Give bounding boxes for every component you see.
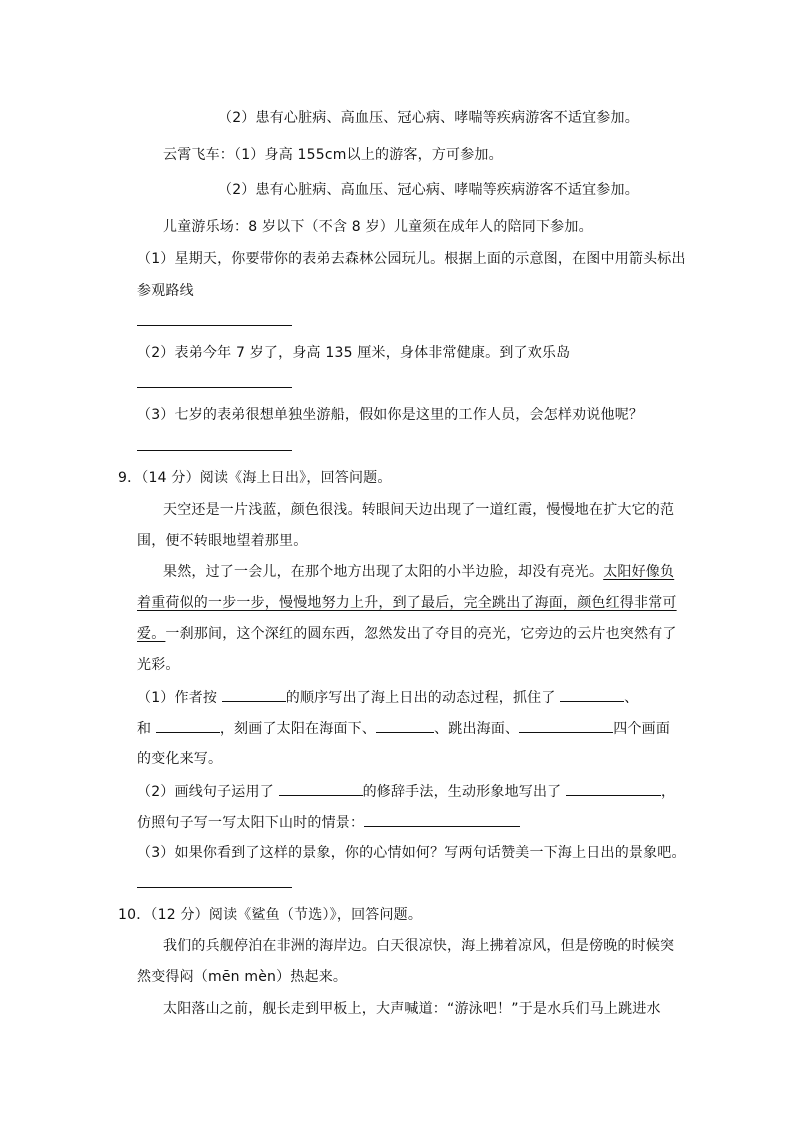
rule-line: （2）患有心脏病、高血压、冠心病、哮喘等疾病游客不适宜参加。 <box>218 110 639 126</box>
question-text: 、 <box>624 690 639 706</box>
passage-text: 太阳落山之前，舰长走到甲板上，大声喊道：“游泳吧！”于是水兵们马上跳进水 <box>163 1001 661 1017</box>
underlined-sentence: 太阳好像负 <box>603 564 675 580</box>
question-text: （2）表弟今年 7 岁了，身高 135 厘米，身体非常健康。到了欢乐岛 <box>137 345 571 361</box>
rule-line: （2）患有心脏病、高血压、冠心病、哮喘等疾病游客不适宜参加。 <box>218 182 639 198</box>
question-text: ，刻画了太阳在海面下、 <box>219 721 377 737</box>
passage-text: 天空还是一片浅蓝，颜色很浅。转眼间天边出现了一道红霞，慢慢地在扩大它的范 <box>163 502 675 518</box>
question-text: 仿照句子写一写太阳下山时的情景： <box>137 815 365 831</box>
question-text: 的顺序写出了海上日出的动态过程，抓住了 <box>285 690 556 706</box>
passage-text: 我们的兵舰停泊在非洲的海岸边。白天很凉快，海上拂着凉风，但是傍晚的时候突 <box>163 938 675 954</box>
fill-blank[interactable] <box>364 812 520 827</box>
question-header: 9．（14 分）阅读《海上日出》，回答问题。 <box>118 470 392 486</box>
passage-text: 果然，过了一会儿，在那个地方出现了太阳的小半边脸，却没有亮光。 <box>163 564 604 580</box>
passage-text: 光彩。 <box>137 657 180 673</box>
question-text: 的修辞手法，生动形象地写出了 <box>362 784 562 800</box>
answer-line[interactable] <box>137 450 292 451</box>
passage-text <box>163 562 674 582</box>
passage-text: 围，便不转眼地望着那里。 <box>137 533 308 549</box>
fill-blank[interactable] <box>222 687 286 702</box>
question-text: （2）画线句子运用了 <box>137 784 274 800</box>
question-text: 、跳出海面、 <box>434 721 520 737</box>
passage-text: 一刹那间，这个深红的圆东西，忽然发出了夺目的亮光，它旁边的云片也突然有了 <box>165 626 677 642</box>
fill-blank[interactable] <box>560 687 624 702</box>
fill-blank[interactable] <box>566 781 661 796</box>
passage-text: 然变得闷（mēn mèn）热起来。 <box>137 969 348 985</box>
fill-blank[interactable] <box>519 718 613 733</box>
question-text: 和 <box>137 721 152 737</box>
question-text: （1）星期天，你要带你的表弟去森林公园玩儿。根据上面的示意图，在图中用箭头标出 <box>137 251 686 267</box>
question-text: 四个画面 <box>613 721 671 737</box>
question-text: ， <box>661 784 676 800</box>
underlined-sentence: 着重荷似的一步一步，慢慢地努力上升，到了最后，完全跳出了海面，颜色红得非常可 <box>137 595 677 611</box>
passage-text <box>137 624 677 644</box>
fill-blank[interactable] <box>279 781 363 796</box>
question-text <box>137 718 670 739</box>
fill-blank[interactable] <box>376 718 434 733</box>
question-text: （3）如果你看到了这样的景象，你的心情如何？写两句话赞美一下海上日出的景象吧。 <box>137 845 686 861</box>
answer-line[interactable] <box>137 325 292 326</box>
question-text: （1）作者按 <box>137 690 218 706</box>
rule-line: 儿童游乐场：8 岁以下（不含 8 岁）儿童须在成年人的陪同下参加。 <box>163 219 593 235</box>
question-text: 的变化来写。 <box>137 751 223 767</box>
question-text: 参观路线 <box>137 283 194 299</box>
question-text: （3）七岁的表弟很想单独坐游船，假如你是这里的工作人员，会怎样劝说他呢？ <box>137 407 644 423</box>
passage-text <box>137 593 677 613</box>
answer-line[interactable] <box>137 887 292 888</box>
question-text <box>137 687 638 708</box>
question-text <box>137 812 520 833</box>
answer-line[interactable] <box>137 387 292 388</box>
underlined-sentence: 爱。 <box>137 626 166 642</box>
question-header: 10．（12 分）阅读《鲨鱼（节选）》，回答问题。 <box>118 907 423 923</box>
question-text <box>137 781 675 802</box>
rule-line: 云霄飞车：（1）身高 155cm以上的游客，方可参加。 <box>163 147 503 163</box>
fill-blank[interactable] <box>156 718 220 733</box>
